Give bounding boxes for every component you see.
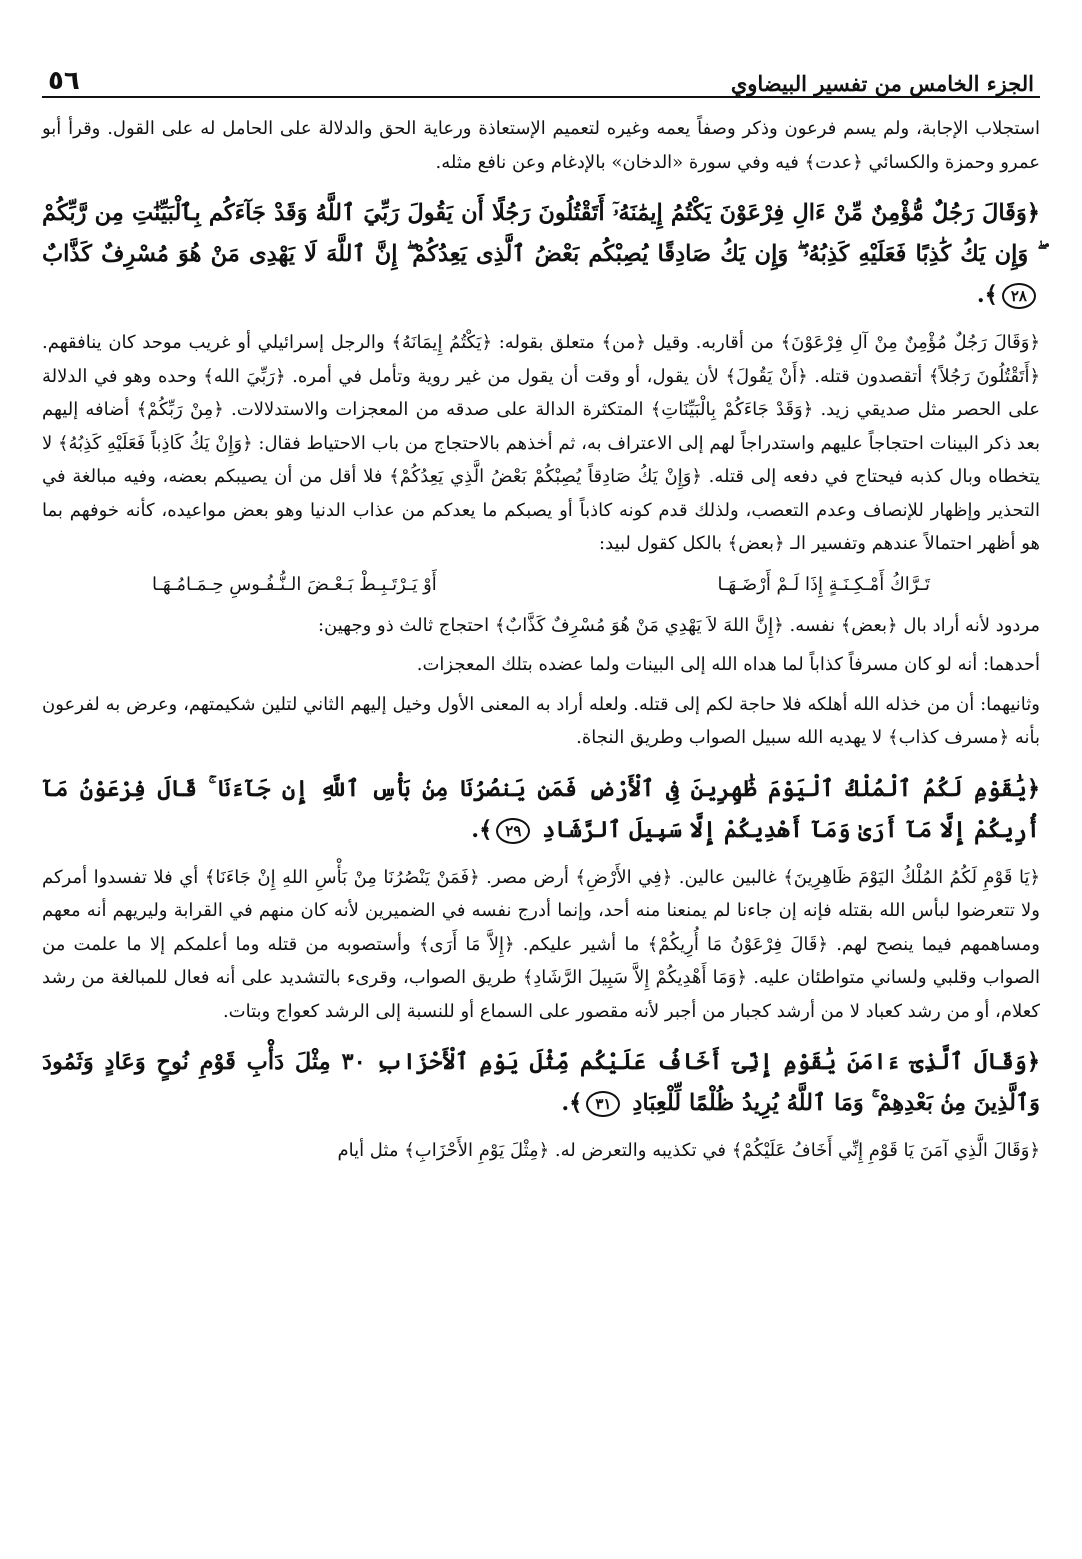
poetry-hemistich-second: أَوْ يَـرْتَـبِـطْ بَـعْـضَ الـنُّـفُـوسِ حِـمَـامُـهَـا	[152, 573, 437, 595]
page-content	[42, 112, 1040, 1168]
commentary-paragraph: استجلاب الإجابة، ولم يسم فرعون وذكر وصفاً يعمه وغيره لتعميم الإستعاذة ورعاية الحق والدلالة على الحامل له على القول. وقرأ أبو عمرو وحمزة والكسائي ﴿عدت﴾ فيه وفي سورة «الدخان» بالإدغام وعن نافع مثله.	[42, 118, 1040, 173]
commentary-paragraph: ﴿وَقَالَ رَجُلٌ مُؤْمِنٌ مِنْ آلِ فِرْعَوْنَ﴾ من أقاربه. وقيل ﴿من﴾ متعلق بقوله: ﴿يَكْتُمُ إِيمَانَهُ﴾ والرجل إسرائيلي أو غريب موحد كان ينافقهم. ﴿أَتَقْتُلُونَ رَجُلاً﴾ أتقصدون قتله. ﴿أَنْ يَقُولَ﴾ لأن يقول، أو وقت أن يقول من غير روية وتأمل في أمره. ﴿رَبِّيَ الله﴾ وحده وهو في الدلالة على الحصر مثل صديقي زيد. ﴿وَقَدْ جَاءَكُمْ بِالْبَيِّنَاتِ﴾ المتكثرة الدالة على صدقه من المعجزات والاستدلالات. ﴿مِنْ رَبِّكُمْ﴾ أضافه إليهم بعد ذكر البينات احتجاجاً عليهم واستدراجاً لهم إلى الاعتراف به، ثم أخذهم بالاحتجاج من باب الاحتياط فقال: ﴿وَإِنْ يَكُ كَاذِباً فَعَلَيْهِ كَذِبُهُ﴾ لا يتخطاه وبال كذبه فيحتاج في دفعه إلى قتله. ﴿وَإِنْ يَكُ صَادِقاً يُصِبْكُمْ بَعْضُ الَّذِي يَعِدُكُمْ﴾ فلا أقل من أن يصيبكم بعضه، وفيه مبالغة في التحذير وإظهار للإنصاف وعدم التعصب، ولذلك قدم كونه كاذباً أو يصبكم ما يعدكم من عذاب الدنيا وهو بعض مواعيده، كأنه خوفهم بما هو أظهر احتمالاً عندهم وتفسير الـ ﴿بعض﴾ بالكل كقول لبيد:	[42, 332, 1040, 554]
verse-end: ﴾.	[471, 816, 493, 843]
verse-end: ﴾.	[976, 282, 998, 308]
page-header	[42, 50, 1040, 98]
commentary-paragraph: وثانيهما: أن من خذله الله أهلكه فلا حاجة لكم إلى قتله. ولعله أراد به المعنى الأول وخيل إليهم الثاني لتلين شكيمتهم، وعرض به لفرعون بأنه ﴿مسرف كذاب﴾ لا يهديه الله سبيل الصواب وطريق النجاة.	[42, 693, 1040, 748]
poetry-verse	[42, 567, 1040, 603]
ayah-number-marker: ٢٩	[496, 818, 530, 844]
commentary-paragraph: مردود لأنه أراد بال ﴿بعض﴾ نفسه. ﴿إِنَّ اللهَ لاَ يَهْدِي مَنْ هُوَ مُسْرِفٌ كَذَّابٌ﴾ احتجاج ثالث ذو وجهين:	[317, 614, 1040, 636]
verse-text: ﴿يَٰقَوْمِ لَكُمُ ٱلْمُلْكُ ٱلْيَوْمَ ظَٰهِرِينَ فِى ٱلْأَرْضِ فَمَن يَنصُرُنَا مِنۢ بَأْسِ ٱللَّهِ إِن جَآءَنَا ۚ قَالَ فِرْعَوْنُ مَآ أُرِيكُمْ إِلَّا مَآ أَرَىٰ وَمَآ أَهْدِيكُمْ إِلَّا سَبِيلَ ٱلرَّشَادِ	[42, 775, 1040, 843]
poetry-hemistich-first: تَـرَّاكُ أَمْـكِـنَـةٍ إِذَا لَـمْ أَرْضَـهَـا	[717, 573, 930, 595]
ayah-number-marker: ٢٨	[1002, 283, 1036, 309]
page-number: ٥٦	[48, 66, 80, 96]
commentary-paragraph: ﴿يَا قَوْمِ لَكُمُ المُلْكُ اليَوْمَ ظَاهِرِينَ﴾ غالبين عالين. ﴿فِي الأَرْضِ﴾ أرض مصر. ﴿فَمَنْ يَنْصُرُنَا مِنْ بَأْسِ اللهِ إِنْ جَاءَنَا﴾ أي فلا تفسدوا أمركم ولا تتعرضوا لبأس الله بقتله فإنه إن جاءنا لم يمنعنا منه أحد، وإنما أدرج نفسه في الضميرين لأنه كان منهم في القرابة وليريهم أنه معهم ومساهمهم فيما ينصح لهم. ﴿قَالَ فِرْعَوْنُ مَا أُرِيكُمْ﴾ ما أشير عليكم. ﴿إِلاَّ مَا أَرَى﴾ وأستصوبه من قتله وما أعلمكم إلا ما علمت من الصواب وقلبي ولساني متواطئان عليه. ﴿وَمَا أَهْدِيكُمْ إِلاَّ سَبِيلَ الرَّشَادِ﴾ طريق الصواب، وقرىء بالتشديد على أنه فعال للمبالغة من رشد كعلام، أو من رشد كعباد لا من أرشد كجبار من أجبر لأنه مقصور على السماع أو للنسبة إلى الرشد كعواج وبتات.	[42, 866, 1040, 1022]
commentary-paragraph: ﴿وَقَالَ الَّذِي آمَنَ يَا قَوْمِ إِنِّي أَخَافُ عَلَيْكُمْ﴾ في تكذيبه والتعرض له. ﴿مِثْلَ يَوْمِ الأَحْزَابِ﴾ مثل أيام	[337, 1140, 1040, 1161]
quran-verse-block	[42, 769, 1040, 851]
commentary-paragraph: أحدهما: أنه لو كان مسرفاً كذاباً لما هداه الله إلى البينات ولما عضده بتلك المعجزات.	[416, 654, 1040, 675]
running-title: الجزء الخامس من تفسير البيضاوي	[730, 71, 1034, 96]
quran-verse-block	[42, 193, 1040, 316]
verse-text: ﴿وَقَالَ ٱلَّذِىٓ ءَامَنَ يَٰقَوْمِ إِنِّىٓ أَخَافُ عَلَيْكُم مِّثْلَ يَوْمِ ٱلْأَحْزَابِ ٣٠ مِثْلَ دَأْبِ قَوْمِ نُوحٍ وَعَادٍ وَثَمُودَ وَٱلَّذِينَ مِنۢ بَعْدِهِمْ ۚ وَمَا ٱللَّهُ يُرِيدُ ظُلْمًا لِّلْعِبَادِ	[42, 1049, 1041, 1116]
verse-text: ﴿وَقَالَ رَجُلٌ مُّؤْمِنٌ مِّنْ ءَالِ فِرْعَوْنَ يَكْتُمُ إِيمَٰنَهُۥٓ أَتَقْتُلُونَ رَجُلًا أَن يَقُولَ رَبِّيَ ٱللَّهُ وَقَدْ جَآءَكُم بِٱلْبَيِّنَٰتِ مِن رَّبِّكُمْ ۖ وَإِن يَكُ كَٰذِبًا فَعَلَيْهِ كَذِبُهُۥ ۖ وَإِن يَكُ صَادِقًا يُصِبْكُم بَعْضُ ٱلَّذِى يَعِدُكُمْ ۖ إِنَّ ٱللَّهَ لَا يَهْدِى مَنْ هُوَ مُسْرِفٌ كَذَّابٌ	[42, 200, 1040, 267]
verse-end: ﴾.	[561, 1090, 583, 1116]
ayah-number-marker: ٣١	[586, 1091, 620, 1117]
quran-verse-block	[42, 1042, 1040, 1124]
